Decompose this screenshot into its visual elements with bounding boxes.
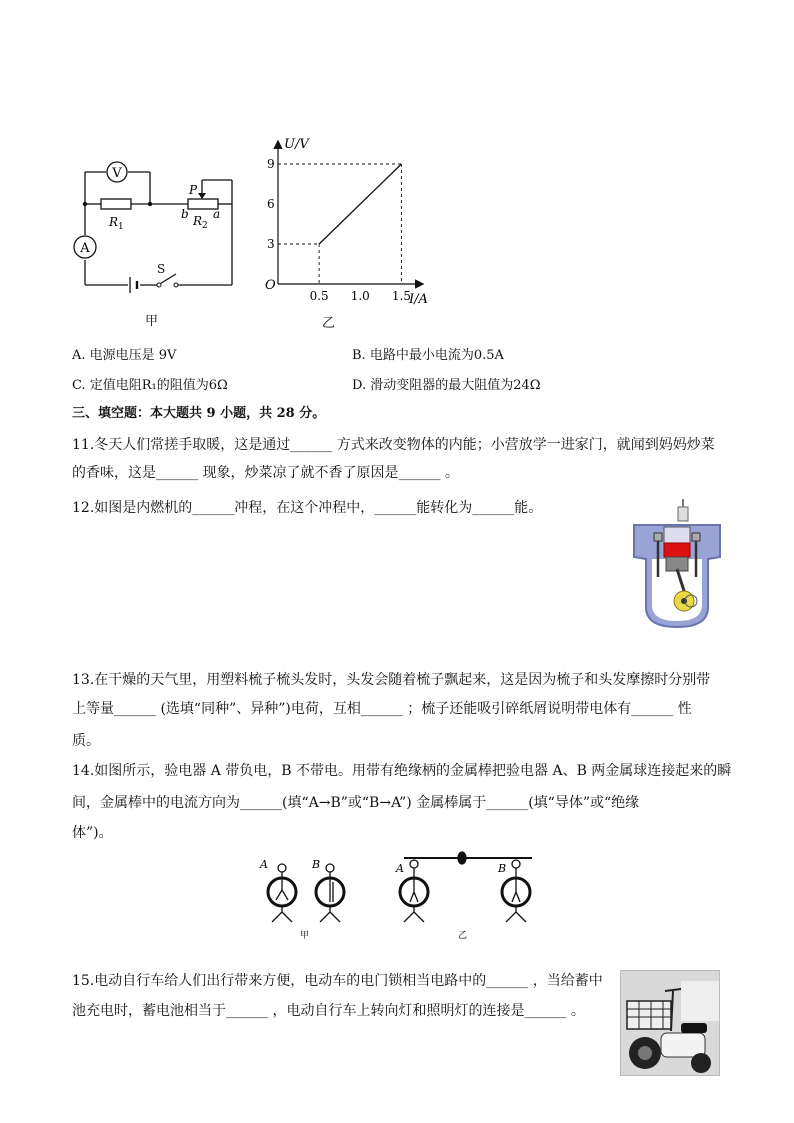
voltmeter-label: V [112, 166, 122, 181]
y-tick-label: 9 [267, 157, 275, 171]
y-tick-label: 6 [267, 197, 275, 211]
ammeter-label: A [80, 241, 90, 256]
q13-line3: 质。 [72, 733, 100, 749]
fig-yi-b-label: B [498, 862, 507, 875]
electroscope-figure [252, 848, 542, 940]
slider-p-label: P [189, 183, 198, 197]
q11-line1: 11.冬天人们常搓手取暖，这是通过______ 方式来改变物体的内能；小营放学一进家门，就闻到妈妈炒菜 [72, 437, 715, 453]
q15-line2: 池充电时，蓄电池相当于______ ，电动自行车上转向灯和照明灯的连接是______ 。 [72, 1003, 585, 1019]
x-tick-label: 0.5 [309, 289, 329, 303]
switch-label: S [157, 262, 166, 276]
x-tick-label: 1.5 [391, 289, 411, 303]
origin-label: O [265, 278, 276, 293]
q14-line2: 间，金属棒中的电流方向为______(填“A→B”或“B→A”) 金属棒属于______(填“导体”或“绝缘 [72, 795, 640, 811]
option-b: B. 电路中最小电流为0.5A [352, 348, 504, 363]
ui-graph [262, 132, 437, 312]
y-tick-label: 3 [267, 237, 275, 251]
option-c: C. 定值电阻R₁的阻值为6Ω [72, 378, 228, 393]
r2-subscript: 2 [202, 221, 208, 231]
engine-figure [628, 497, 726, 633]
fig-jia-a-label: A [260, 858, 268, 871]
y-axis-label: U/V [284, 137, 309, 152]
circuit-diagram [72, 150, 242, 330]
x-axis-label: I/A [409, 292, 428, 307]
r2-label: R [193, 214, 203, 228]
figure-jia-caption: 甲 [145, 314, 159, 329]
r1-subscript: 1 [118, 222, 124, 232]
option-d: D. 滑动变阻器的最大阻值为24Ω [352, 378, 541, 393]
option-a: A. 电源电压是 9V [72, 348, 177, 363]
q15-line1: 15.电动自行车给人们出行带来方便，电动车的电门锁相当电路中的______ ，当给蓄中 [72, 973, 603, 989]
fig-jia-caption: 甲 [300, 931, 310, 940]
q12-line1: 12.如图是内燃机的______冲程，在这个冲程中，______能转化为______能。 [72, 500, 543, 516]
data-line [319, 164, 401, 244]
terminal-b-label: b [181, 207, 189, 221]
x-tick-label: 1.0 [350, 289, 370, 303]
fig-yi-caption: 乙 [458, 931, 468, 940]
terminal-a-label: a [213, 207, 221, 221]
q13-line2: 上等量______ (选填“同种”、异种”)电荷，互相______ ；梳子还能吸引碎纸屑说明带电体有______ 性 [72, 701, 692, 717]
section-heading: 三、填空题：本大题共 9 小题，共 28 分。 [72, 406, 326, 421]
fig-yi-a-label: A [396, 862, 404, 875]
q14-line1: 14.如图所示，验电器 A 带负电，B 不带电。用带有绝缘柄的金属棒把验电器 A、B 两金属球连接起来的瞬 [72, 763, 732, 779]
q11-line2: 的香味，这是______ 现象，炒菜凉了就不香了原因是______ 。 [72, 465, 459, 481]
scooter-photo [620, 970, 720, 1076]
q14-line3: 体”)。 [72, 825, 113, 841]
q13-line1: 13.在干燥的天气里，用塑料梳子梳头发时，头发会随着梳子飘起来，这是因为梳子和头发摩擦时分别带 [72, 672, 711, 688]
r1-label: R [109, 215, 119, 229]
figure-yi-caption: 乙 [322, 316, 336, 331]
fig-jia-b-label: B [312, 858, 321, 871]
